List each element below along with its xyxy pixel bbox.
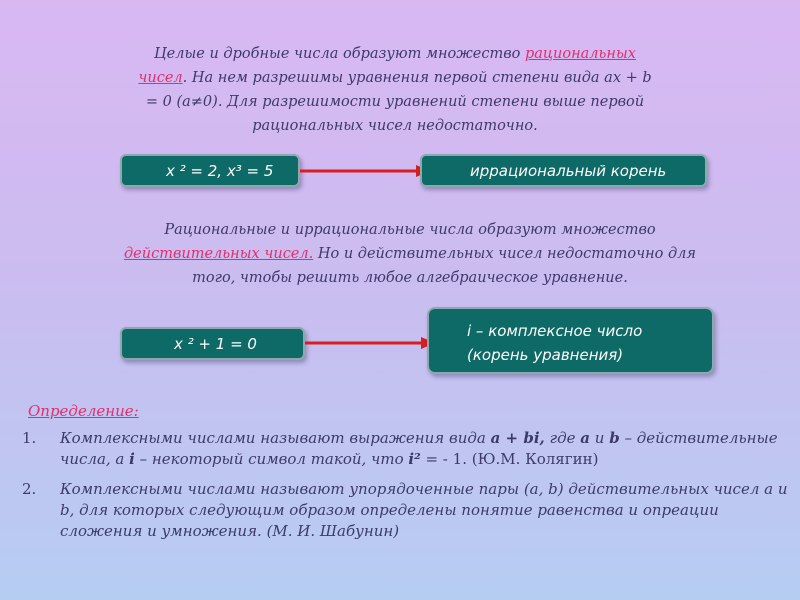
- arrow-right-icon: [305, 335, 435, 351]
- equation-box-2: [120, 327, 305, 360]
- intro-text-b: . На нем разрешимы уравнения первой степени вида ах + b = 0 (а≠0). Для разрешимости уравнений степени выше первой рациональных чисел недостаточно.: [145, 70, 652, 134]
- complex-number-line-2: (корень уравнения): [467, 346, 624, 364]
- formula-b: b: [609, 429, 620, 447]
- complex-number-line-1: i – комплексное число: [467, 322, 643, 340]
- formula-i-squared: i²: [408, 450, 421, 468]
- equation-1-text: х ² = 2, х³ = 5: [166, 162, 274, 180]
- definition-1-author: = - 1. (Ю.М. Колягин): [420, 450, 599, 468]
- definition-title: Определение:: [28, 402, 139, 420]
- arrow-right-icon: [300, 163, 430, 179]
- formula-a: a: [580, 429, 590, 447]
- definition-1-text: Комплексными числами называют выражения вида: [60, 429, 491, 447]
- real-numbers-link[interactable]: действительных чисел.: [123, 246, 314, 262]
- definition-list: [20, 428, 790, 551]
- list-number: 1.: [22, 429, 37, 447]
- intro-paragraph: [130, 42, 660, 138]
- equation-2-text: х ² + 1 = 0: [174, 335, 257, 353]
- formula-a-plus-bi: a + bi,: [490, 429, 545, 447]
- definition-1-text: – некоторый символ такой, что: [134, 450, 409, 468]
- middle-text-a: Рациональные и иррациональные числа образуют множество: [164, 222, 656, 238]
- irrational-root-text: иррациональный корень: [470, 162, 667, 180]
- list-number: 2.: [22, 480, 37, 498]
- middle-paragraph: [120, 218, 700, 290]
- definition-1-text: – действительные числа, а: [60, 429, 778, 468]
- definition-2-text: Комплексными числами называют упорядоченные пары (a, b) действительных чисел a и b, для которых следующим образом определены понятие равенства и опреации сложения и умножения. (М. И. Шабунин): [60, 480, 788, 540]
- equation-box-1: [120, 154, 300, 187]
- intro-text-a: Целые и дробные числа образуют множество: [154, 46, 525, 62]
- definition-1-text: и: [590, 429, 610, 447]
- formula-i: i: [129, 450, 135, 468]
- middle-text-b: Но и действительных чисел недостаточно для того, чтобы решить любое алгебраическое уравнение.: [192, 246, 697, 286]
- list-item: [20, 479, 790, 542]
- rational-numbers-link[interactable]: рациональных чисел: [138, 46, 636, 86]
- complex-number-box: [427, 307, 714, 374]
- definition-1-text: где: [544, 429, 581, 447]
- list-item: [20, 428, 790, 470]
- irrational-root-box: [420, 154, 707, 187]
